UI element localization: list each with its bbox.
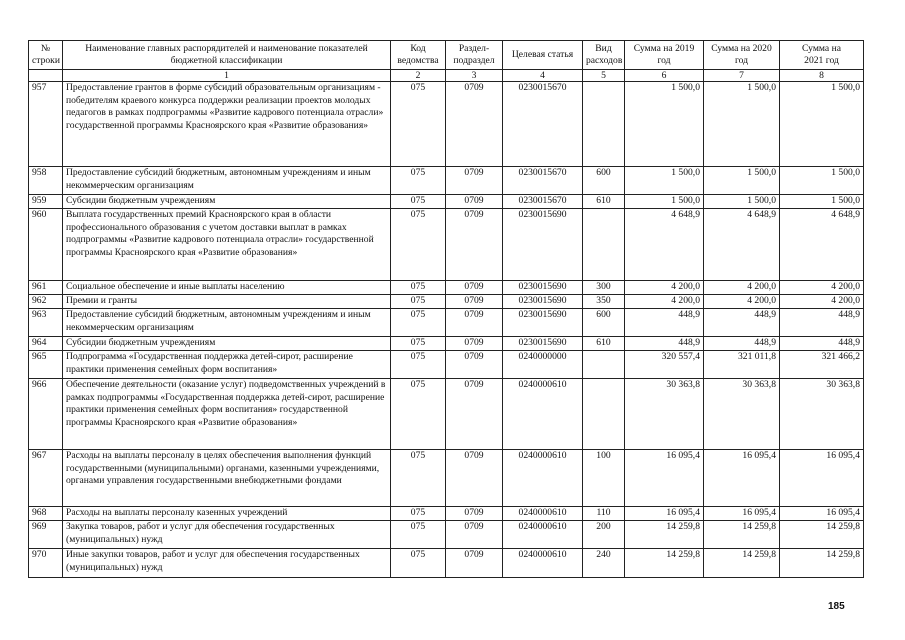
department-code-cell: 075 xyxy=(391,295,446,309)
section-cell: 0709 xyxy=(446,450,503,507)
col-header-row-number: № строки xyxy=(29,41,63,70)
sum-2019-cell: 4 200,0 xyxy=(625,281,704,295)
expense-type-cell: 300 xyxy=(583,281,625,295)
row-name-cell: Предоставление субсидий бюджетным, автономным учреждениям и иным некоммерческим организациям xyxy=(63,309,391,337)
target-article-cell: 0230015690 xyxy=(503,309,583,337)
header-row xyxy=(29,41,864,70)
sum-2019-cell: 1 500,0 xyxy=(625,195,704,209)
sum-2020-cell: 14 259,8 xyxy=(704,521,780,549)
section-cell: 0709 xyxy=(446,351,503,379)
expense-type-cell: 110 xyxy=(583,507,625,521)
row-name-cell: Субсидии бюджетным учреждениям xyxy=(63,337,391,351)
department-code-cell: 075 xyxy=(391,281,446,295)
section-cell: 0709 xyxy=(446,337,503,351)
target-article-cell: 0240000610 xyxy=(503,507,583,521)
section-cell: 0709 xyxy=(446,379,503,450)
sum-2020-cell: 1 500,0 xyxy=(704,82,780,167)
sum-2019-cell: 14 259,8 xyxy=(625,521,704,549)
sum-2021-cell: 30 363,8 xyxy=(780,379,864,450)
col-header-sum-2020: Сумма на 2020 год xyxy=(704,41,780,70)
expense-type-cell: 240 xyxy=(583,549,625,578)
row-number-cell: 965 xyxy=(29,351,63,379)
expense-type-cell xyxy=(583,82,625,167)
sum-2021-cell: 448,9 xyxy=(780,309,864,337)
table-row xyxy=(29,379,864,450)
table-row xyxy=(29,507,864,521)
section-cell: 0709 xyxy=(446,195,503,209)
sum-2020-cell: 14 259,8 xyxy=(704,549,780,578)
department-code-cell: 075 xyxy=(391,82,446,167)
department-code-cell: 075 xyxy=(391,379,446,450)
department-code-cell: 075 xyxy=(391,209,446,281)
row-name-cell: Предоставление субсидий бюджетным, автономным учреждениям и иным некоммерческим организациям xyxy=(63,167,391,195)
row-name-cell: Иные закупки товаров, работ и услуг для обеспечения государственных (муниципальных) нужд xyxy=(63,549,391,578)
page-number: 185 xyxy=(828,601,845,612)
expense-type-cell: 600 xyxy=(583,309,625,337)
sum-2020-cell: 16 095,4 xyxy=(704,450,780,507)
expense-type-cell: 600 xyxy=(583,167,625,195)
row-number-cell: 957 xyxy=(29,82,63,167)
department-code-cell: 075 xyxy=(391,450,446,507)
col-number: 8 xyxy=(780,70,864,82)
row-name-cell: Социальное обеспечение и иные выплаты населению xyxy=(63,281,391,295)
sum-2020-cell: 16 095,4 xyxy=(704,507,780,521)
sum-2021-cell: 1 500,0 xyxy=(780,82,864,167)
sum-2020-cell: 30 363,8 xyxy=(704,379,780,450)
row-number-cell: 966 xyxy=(29,379,63,450)
section-cell: 0709 xyxy=(446,167,503,195)
target-article-cell: 0240000610 xyxy=(503,450,583,507)
row-number-cell: 958 xyxy=(29,167,63,195)
col-number: 2 xyxy=(391,70,446,82)
col-header-sum-2019: Сумма на 2019 год xyxy=(625,41,704,70)
sum-2021-cell: 321 466,2 xyxy=(780,351,864,379)
target-article-cell: 0240000610 xyxy=(503,521,583,549)
table-row xyxy=(29,281,864,295)
department-code-cell: 075 xyxy=(391,521,446,549)
sum-2021-cell: 4 648,9 xyxy=(780,209,864,281)
sum-2019-cell: 4 648,9 xyxy=(625,209,704,281)
department-code-cell: 075 xyxy=(391,309,446,337)
sum-2020-cell: 4 200,0 xyxy=(704,281,780,295)
sum-2020-cell: 1 500,0 xyxy=(704,195,780,209)
section-cell: 0709 xyxy=(446,309,503,337)
table-row xyxy=(29,195,864,209)
column-number-row xyxy=(29,70,864,82)
row-name-cell: Субсидии бюджетным учреждениям xyxy=(63,195,391,209)
target-article-cell: 0240000610 xyxy=(503,379,583,450)
expense-type-cell xyxy=(583,379,625,450)
sum-2020-cell: 4 200,0 xyxy=(704,295,780,309)
section-cell: 0709 xyxy=(446,82,503,167)
row-name-cell: Расходы на выплаты персоналу в целях обеспечения выполнения функций государственными (муниципальными) органами, казенными учреждениями, органами управления государственными внебюджетными фондами xyxy=(63,450,391,507)
department-code-cell: 075 xyxy=(391,195,446,209)
sum-2020-cell: 4 648,9 xyxy=(704,209,780,281)
sum-2021-cell: 4 200,0 xyxy=(780,281,864,295)
row-name-cell: Обеспечение деятельности (оказание услуг) подведомственных учреждений в рамках подпрограммы «Государственная поддержка детей-сирот, расширение практики применения семейных форм воспитания» государственной программы Красноярского края «Развитие образования» xyxy=(63,379,391,450)
department-code-cell: 075 xyxy=(391,549,446,578)
sum-2019-cell: 14 259,8 xyxy=(625,549,704,578)
sum-2021-cell: 16 095,4 xyxy=(780,450,864,507)
table-row xyxy=(29,82,864,167)
row-number-cell: 964 xyxy=(29,337,63,351)
target-article-cell: 0240000000 xyxy=(503,351,583,379)
target-article-cell: 0230015690 xyxy=(503,295,583,309)
sum-2021-cell: 14 259,8 xyxy=(780,549,864,578)
department-code-cell: 075 xyxy=(391,337,446,351)
row-number-cell: 963 xyxy=(29,309,63,337)
row-number-cell: 970 xyxy=(29,549,63,578)
target-article-cell: 0240000610 xyxy=(503,549,583,578)
target-article-cell: 0230015690 xyxy=(503,337,583,351)
col-number: 4 xyxy=(503,70,583,82)
sum-2020-cell: 1 500,0 xyxy=(704,167,780,195)
row-number-cell: 961 xyxy=(29,281,63,295)
expense-type-cell: 200 xyxy=(583,521,625,549)
target-article-cell: 0230015690 xyxy=(503,281,583,295)
col-number: 5 xyxy=(583,70,625,82)
col-number: 7 xyxy=(704,70,780,82)
target-article-cell: 0230015670 xyxy=(503,167,583,195)
row-name-cell: Предоставление грантов в форме субсидий образовательным организациям - победителям краевого конкурса поддержки реализации проектов молодых педагогов в рамках подпрограммы «Развитие кадрового потенциала отрасли» государственной программы Красноярского края «Развитие образования» xyxy=(63,82,391,167)
table-row xyxy=(29,337,864,351)
target-article-cell: 0230015670 xyxy=(503,195,583,209)
department-code-cell: 075 xyxy=(391,351,446,379)
sum-2019-cell: 448,9 xyxy=(625,337,704,351)
table-row xyxy=(29,351,864,379)
col-number: 3 xyxy=(446,70,503,82)
row-number-cell: 962 xyxy=(29,295,63,309)
table-row xyxy=(29,209,864,281)
sum-2019-cell: 16 095,4 xyxy=(625,450,704,507)
table-row xyxy=(29,309,864,337)
target-article-cell: 0230015670 xyxy=(503,82,583,167)
table-row xyxy=(29,521,864,549)
department-code-cell: 075 xyxy=(391,507,446,521)
row-number-cell: 968 xyxy=(29,507,63,521)
budget-table xyxy=(28,40,864,578)
sum-2021-cell: 14 259,8 xyxy=(780,521,864,549)
expense-type-cell: 100 xyxy=(583,450,625,507)
sum-2021-cell: 4 200,0 xyxy=(780,295,864,309)
sum-2019-cell: 320 557,4 xyxy=(625,351,704,379)
section-cell: 0709 xyxy=(446,281,503,295)
row-number-cell: 960 xyxy=(29,209,63,281)
expense-type-cell: 350 xyxy=(583,295,625,309)
col-header-department-code: Код ведомства xyxy=(391,41,446,70)
section-cell: 0709 xyxy=(446,295,503,309)
row-name-cell: Подпрограмма «Государственная поддержка детей-сирот, расширение практики применения семейных форм воспитания» xyxy=(63,351,391,379)
table-body xyxy=(29,82,864,578)
col-header-sum-2021: Сумма на 2021 год xyxy=(780,41,864,70)
sum-2021-cell: 448,9 xyxy=(780,337,864,351)
sum-2019-cell: 1 500,0 xyxy=(625,167,704,195)
table-row xyxy=(29,450,864,507)
sum-2021-cell: 16 095,4 xyxy=(780,507,864,521)
section-cell: 0709 xyxy=(446,209,503,281)
col-number: 1 xyxy=(63,70,391,82)
table-row xyxy=(29,295,864,309)
col-header-section: Раздел- подраздел xyxy=(446,41,503,70)
expense-type-cell: 610 xyxy=(583,337,625,351)
section-cell: 0709 xyxy=(446,521,503,549)
sum-2019-cell: 4 200,0 xyxy=(625,295,704,309)
department-code-cell: 075 xyxy=(391,167,446,195)
row-number-cell: 969 xyxy=(29,521,63,549)
table-row xyxy=(29,549,864,578)
sum-2019-cell: 1 500,0 xyxy=(625,82,704,167)
row-number-cell: 959 xyxy=(29,195,63,209)
row-name-cell: Премии и гранты xyxy=(63,295,391,309)
expense-type-cell: 610 xyxy=(583,195,625,209)
row-number-cell: 967 xyxy=(29,450,63,507)
col-number: 6 xyxy=(625,70,704,82)
sum-2019-cell: 16 095,4 xyxy=(625,507,704,521)
table-row xyxy=(29,167,864,195)
col-header-expense-type: Вид расходов xyxy=(583,41,625,70)
section-cell: 0709 xyxy=(446,507,503,521)
sum-2021-cell: 1 500,0 xyxy=(780,167,864,195)
col-number-empty xyxy=(29,70,63,82)
sum-2019-cell: 448,9 xyxy=(625,309,704,337)
col-header-target-article: Целевая статья xyxy=(503,41,583,70)
row-name-cell: Закупка товаров, работ и услуг для обеспечения государственных (муниципальных) нужд xyxy=(63,521,391,549)
expense-type-cell xyxy=(583,351,625,379)
target-article-cell: 0230015690 xyxy=(503,209,583,281)
col-header-name: Наименование главных распорядителей и наименование показателей бюджетной классификации xyxy=(63,41,391,70)
sum-2020-cell: 448,9 xyxy=(704,309,780,337)
expense-type-cell xyxy=(583,209,625,281)
section-cell: 0709 xyxy=(446,549,503,578)
row-name-cell: Выплата государственных премий Красноярского края в области профессионального образования с учетом доставки выплат в рамках подпрограммы «Развитие кадрового потенциала отрасли» государственной программы Красноярского края «Развитие образования» xyxy=(63,209,391,281)
sum-2021-cell: 1 500,0 xyxy=(780,195,864,209)
sum-2019-cell: 30 363,8 xyxy=(625,379,704,450)
sum-2020-cell: 321 011,8 xyxy=(704,351,780,379)
sum-2020-cell: 448,9 xyxy=(704,337,780,351)
row-name-cell: Расходы на выплаты персоналу казенных учреждений xyxy=(63,507,391,521)
